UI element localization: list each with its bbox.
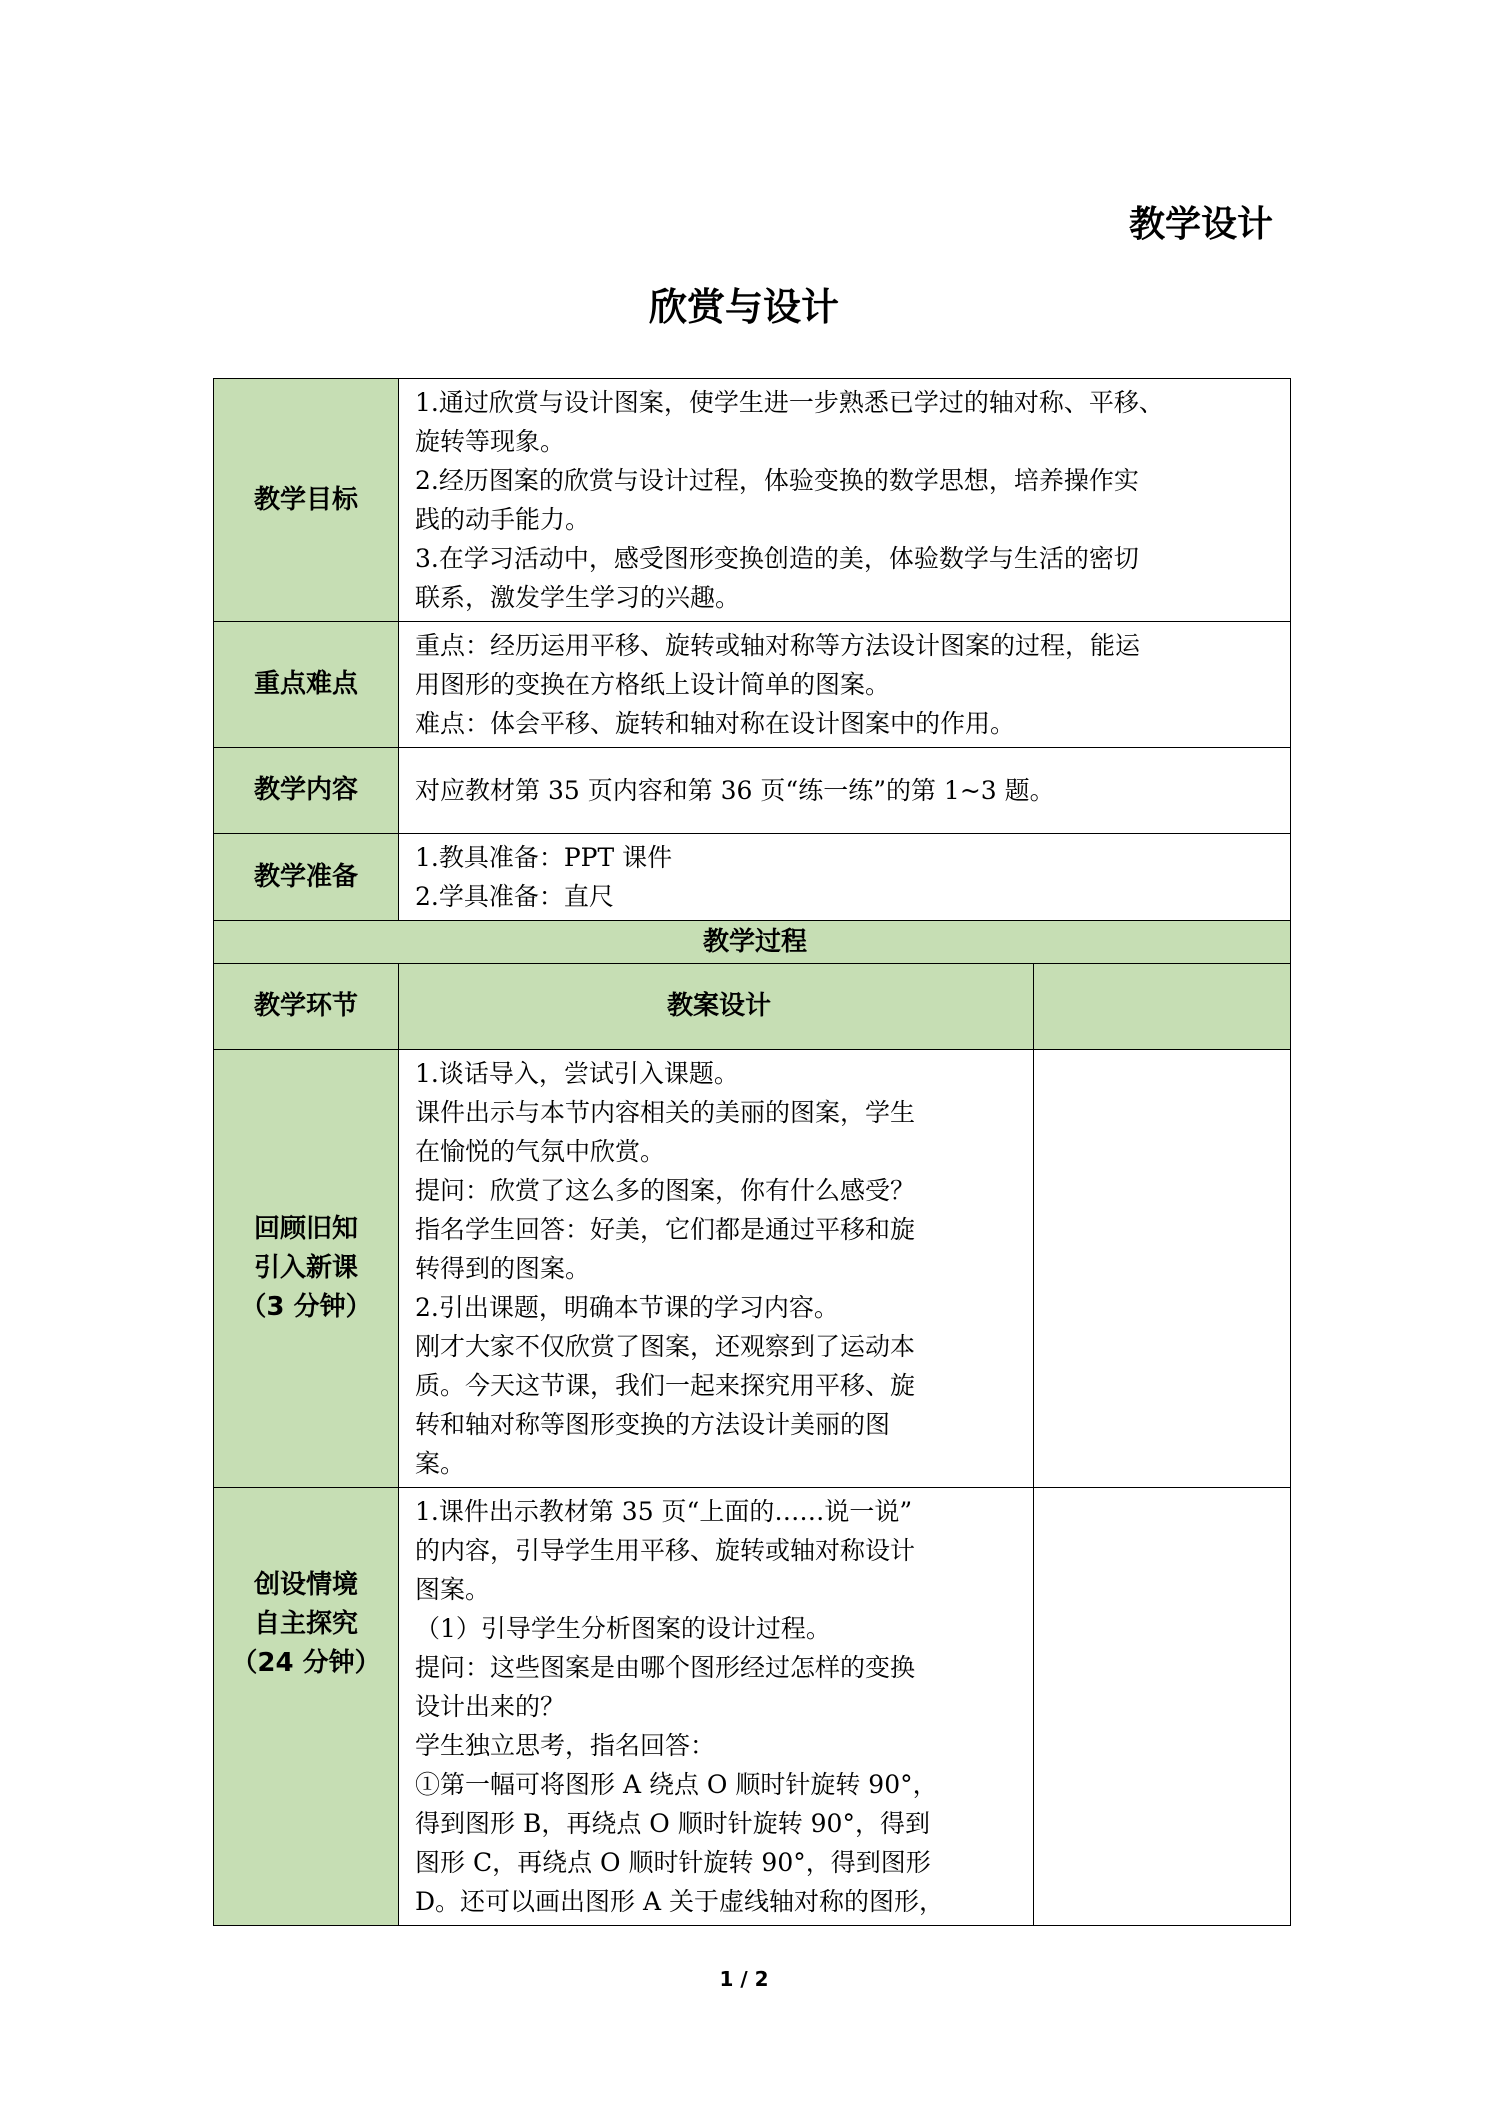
- stage-line: 刚才大家不仅欣赏了图案，还观察到了运动本: [415, 1332, 916, 1361]
- stage-line: 图形 C，再绕点 O 顺时针旋转 90°，得到图形: [415, 1848, 931, 1877]
- stage-line: 案。: [415, 1449, 466, 1478]
- row-stage-review: [214, 1050, 1291, 1488]
- content-line: 对应教材第 35 页内容和第 36 页“练一练”的第 1~3 题。: [415, 776, 1055, 805]
- stage-line: 质。今天这节课，我们一起来探究用平移、旋: [415, 1371, 916, 1400]
- objectives-line: 联系，激发学生学习的兴趣。: [415, 583, 741, 612]
- objectives-line: 2.经历图案的欣赏与设计过程，体验变换的数学思想，培养操作实: [415, 466, 1139, 495]
- stage-label-line: （3 分钟）: [240, 1292, 372, 1322]
- stage-label-line: （24 分钟）: [231, 1648, 381, 1678]
- process-heading: 教学过程: [214, 921, 1291, 964]
- objectives-line: 践的动手能力。: [415, 505, 591, 534]
- cell-stage-explore: [399, 1488, 1034, 1926]
- label-content: 教学内容: [214, 748, 399, 834]
- stage-line: 图案。: [415, 1575, 491, 1604]
- column-design-header: 教案设计: [399, 964, 1034, 1050]
- row-stage-explore: [214, 1488, 1291, 1926]
- label-stage-review: [214, 1050, 399, 1488]
- stage-line: 指名学生回答：好美，它们都是通过平移和旋: [415, 1215, 916, 1244]
- page-number: 1 / 2: [719, 1967, 769, 1991]
- stage-line: 转和轴对称等图形变换的方法设计美丽的图: [415, 1410, 891, 1439]
- column-stage-header: 教学环节: [214, 964, 399, 1050]
- stage-line: 设计出来的？: [415, 1692, 566, 1721]
- label-stage-explore: [214, 1488, 399, 1926]
- row-preparation: [214, 834, 1291, 921]
- stage-line: 得到图形 B，再绕点 O 顺时针旋转 90°，得到: [415, 1809, 930, 1838]
- header-label: 教学设计: [1128, 204, 1273, 245]
- row-objectives: [214, 379, 1291, 622]
- row-column-headers: [214, 964, 1291, 1050]
- stage-line: 学生独立思考，指名回答：: [415, 1731, 716, 1760]
- stage-line: 1.谈话导入，尝试引入课题。: [415, 1059, 739, 1088]
- row-content: [214, 748, 1291, 834]
- stage-line: 转得到的图案。: [415, 1254, 591, 1283]
- stage-line: 提问：欣赏了这么多的图案，你有什么感受？: [415, 1176, 916, 1205]
- label-preparation: 教学准备: [214, 834, 399, 921]
- label-keypoints: 重点难点: [214, 622, 399, 748]
- stage-line: ①第一幅可将图形 A 绕点 O 顺时针旋转 90°，: [415, 1770, 938, 1799]
- stage-line: 提问：这些图案是由哪个图形经过怎样的变换: [415, 1653, 916, 1682]
- stage-label-line: 引入新课: [253, 1253, 358, 1283]
- stage-line: 1.课件出示教材第 35 页“上面的……说一说”: [415, 1497, 913, 1526]
- cell-stage-explore-note: [1034, 1488, 1291, 1926]
- preparation-line: 1.教具准备：PPT 课件: [415, 843, 673, 872]
- row-process-heading: [214, 921, 1291, 964]
- keypoints-line: 重点：经历运用平移、旋转或轴对称等方法设计图案的过程，能运: [415, 631, 1141, 660]
- keypoints-line: 用图形的变换在方格纸上设计简单的图案。: [415, 670, 891, 699]
- stage-label-line: 创设情境: [253, 1570, 358, 1600]
- objectives-line: 1.通过欣赏与设计图案，使学生进一步熟悉已学过的轴对称、平移、: [415, 388, 1164, 417]
- objectives-line: 旋转等现象。: [415, 427, 566, 456]
- cell-content: [399, 748, 1291, 834]
- cell-stage-review-note: [1034, 1050, 1291, 1488]
- stage-label-line: 回顾旧知: [253, 1214, 358, 1244]
- objectives-line: 3.在学习活动中，感受图形变换创造的美，体验数学与生活的密切: [415, 544, 1139, 573]
- row-keypoints: [214, 622, 1291, 748]
- stage-line: D。还可以画出图形 A 关于虚线轴对称的图形，: [415, 1887, 944, 1916]
- stage-line: 课件出示与本节内容相关的美丽的图案，学生: [415, 1098, 916, 1127]
- stage-line: 的内容，引导学生用平移、旋转或轴对称设计: [415, 1536, 916, 1565]
- document-title: 欣赏与设计: [648, 285, 839, 329]
- stage-line: 在愉悦的气氛中欣赏。: [415, 1137, 666, 1166]
- lesson-plan-table: [213, 378, 1291, 1926]
- cell-objectives: [399, 379, 1291, 622]
- label-objectives: 教学目标: [214, 379, 399, 622]
- cell-preparation: [399, 834, 1291, 921]
- stage-line: （1）引导学生分析图案的设计过程。: [415, 1614, 831, 1643]
- stage-line: 2.引出课题，明确本节课的学习内容。: [415, 1293, 839, 1322]
- cell-stage-review: [399, 1050, 1034, 1488]
- cell-keypoints: [399, 622, 1291, 748]
- preparation-line: 2.学具准备：直尺: [415, 882, 614, 911]
- column-note-header: [1034, 964, 1291, 1050]
- keypoints-line: 难点：体会平移、旋转和轴对称在设计图案中的作用。: [415, 709, 1016, 738]
- stage-label-line: 自主探究: [253, 1609, 358, 1639]
